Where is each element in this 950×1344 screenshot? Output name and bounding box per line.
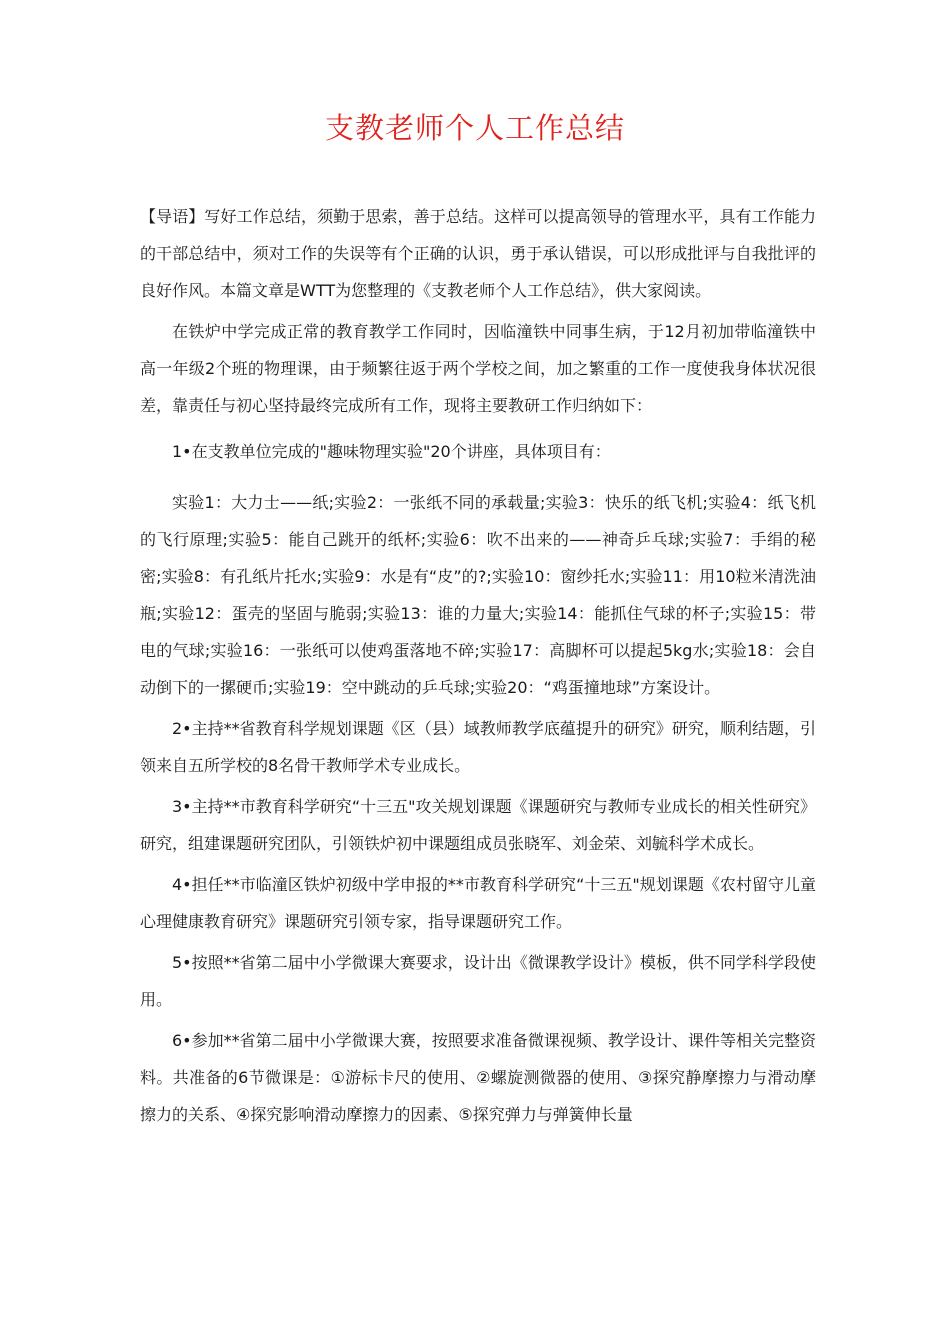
body-paragraph-item-5: 5•按照**省第二届中小学微课大赛要求，设计出《微课教学设计》模板，供不同学科学段使用。 [140,953,816,1009]
document-title: 支教老师个人工作总结 [324,111,625,145]
body-paragraph-item-4: 4•担任**市临潼区铁炉初级中学申报的**市教育科学研究“十三五"规划课题《农村留守儿童心理健康教育研究》课题研究引领专家，指导课题研究工作。 [140,875,816,931]
body-paragraph-item-1: 1•在支教单位完成的"趣味物理实验"20个讲座，具体项目有： [172,442,611,461]
intro-paragraph: 【导语】写好工作总结，须勤于思索，善于总结。这样可以提高领导的管理水平，具有工作能力的干部总结中，须对工作的失误等有个正确的认识，勇于承认错误，可以形成批评与自我批评的良好作风。本篇文章是WTT为您整理的《支教老师个人工作总结》，供大家阅读。 [140,207,816,300]
body-paragraph-item-3: 3•主持**市教育科学研究“十三五"攻关规划课题《课题研究与教师专业成长的相关性研究》研究，组建课题研究团队，引领铁炉初中课题组成员张晓军、刘金荣、刘毓科学术成长。 [140,797,816,853]
body-paragraph-context: 在铁炉中学完成正常的教育教学工作同时，因临潼铁中同事生病，于12月初加带临潼铁中高一年级2个班的物理课，由于频繁往返于两个学校之间，加之繁重的工作一度使我身体状况很差，靠责任与初心坚持最终完成所有工作，现将主要教研工作归纳如下： [140,322,816,415]
body-paragraph-item-6: 6•参加**省第二届中小学微课大赛，按照要求准备微课视频、教学设计、课件等相关完整资料。共准备的6节微课是：①游标卡尺的使用、②螺旋测微器的使用、③探究静摩擦力与滑动摩擦力的关系、④探究影响滑动摩擦力的因素、⑤探究弹力与弹簧伸长量 [140,1031,816,1124]
document-body [140,198,816,1133]
body-paragraph-item-2: 2•主持**省教育科学规划课题《区（县）域教师教学底蕴提升的研究》研究，顺利结题，引领来自五所学校的8名骨干教师学术专业成长。 [140,719,816,775]
body-paragraph-experiments: 实验1：大力士——纸;实验2：一张纸不同的承载量;实验3：快乐的纸飞机;实验4：纸飞机的飞行原理;实验5：能自己跳开的纸杯;实验6：吹不出来的——神奇乒乓球;实验7：手绢的秘密;实验8：有孔纸片托水;实验9：水是有“皮”的?;实验10：窗纱托水;实验11：用10粒米清洗油瓶;实验12：蛋壳的坚固与脆弱;实验13：谁的力量大;实验14：能抓住气球的杯子;实验15：带电的气球;实验16：一张纸可以使鸡蛋落地不碎;实验17：高脚杯可以提起5kg水;实验18：会自动倒下的一摞硬币;实验19：空中跳动的乒乓球;实验20：“鸡蛋撞地球”方案设计。 [140,493,816,697]
